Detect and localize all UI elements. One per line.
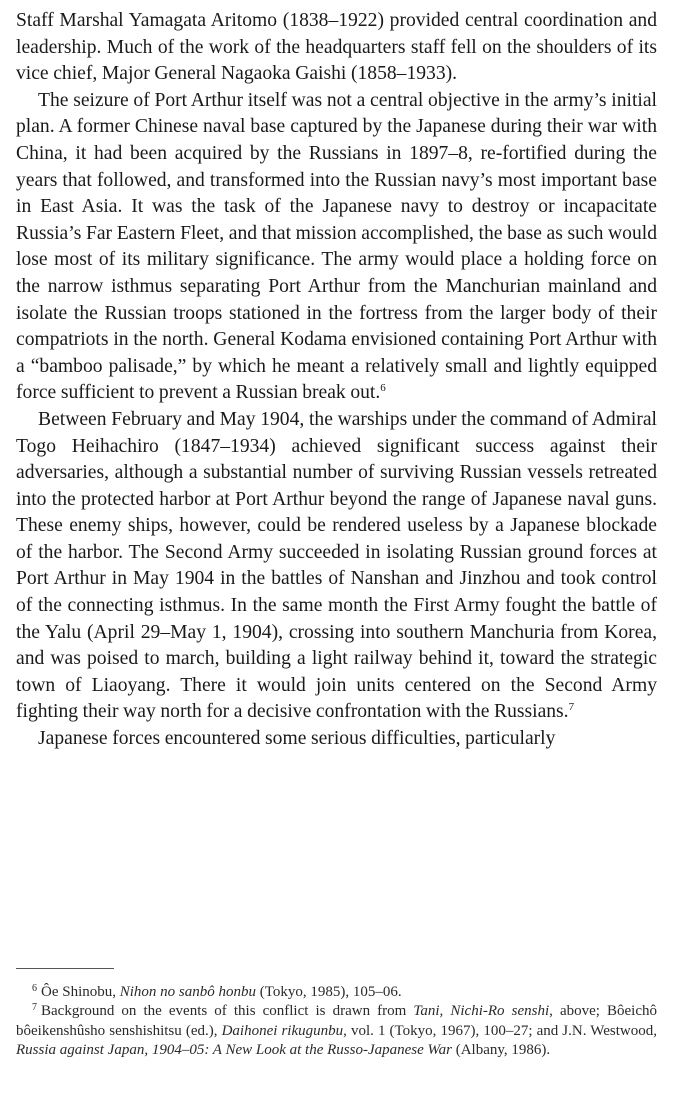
paragraph-4-text: Japanese forces encountered some serious difficulties, particularly: [38, 728, 556, 750]
footnotes: [16, 983, 657, 1061]
footnote-7-mark: 7: [32, 1002, 37, 1014]
footnote-7-title-2: Daihonei rikugunbu: [221, 1022, 344, 1039]
footnote-6-mark: 6: [32, 983, 37, 994]
footnote-ref-7: 7: [568, 701, 575, 714]
paragraph-1: [16, 8, 657, 88]
paragraph-1-text: Staff Marshal Yamagata Aritomo (1838–1922) provided central coordination and leadership. Much of the work of the headquarters staff fell on the shoulders of its vice chief, Major General Nagaoka Gaishi (1858–1933).: [16, 10, 657, 85]
footnote-6-title: Nihon no sanbô honbu: [119, 984, 257, 1000]
footnote-7-mid-1: , above; Bôeichô bôeikenshûsho senshishitsu (ed.),: [16, 1003, 657, 1039]
footnote-6-pre: Ôe Shinobu,: [41, 984, 120, 1000]
footnote-rule: [16, 968, 114, 969]
footnote-7-title-1: Tani, Nichi-Ro senshi: [413, 1003, 550, 1020]
footnote-7: [16, 1002, 657, 1060]
footnote-6: [16, 983, 657, 1002]
paragraph-3: [16, 407, 657, 726]
paragraph-3-text: Between February and May 1904, the warships under the command of Admiral Togo Heihachiro (1847–1934) achieved significant success against their adversaries, although a substantial number of surviving Russian vessels retreated into the protected harbor at Port Arthur beyond the range of Japanese naval guns. These enemy ships, however, could be rendered useless by a Japanese blockade of the harbor. The Second Army succeeded in isolating Russian ground forces at Port Arthur in May 1904 in the battles of Nanshan and Jinzhou and took control of the connecting isthmus. In the same month the First Army fought the battle of the Yalu (April 29–May 1, 1904), crossing into southern Manchuria from Korea, and was poised to march, building a light railway behind it, toward the strategic town of Liaoyang. There it would join units centered on the Second Army fighting their way north for a decisive confrontation with the Russians.: [16, 408, 657, 723]
footnote-7-title-3: Russia against Japan, 1904–05: A New Look at the Russo-Japanese War: [16, 1042, 452, 1059]
paragraph-2: [16, 88, 657, 407]
footnote-6-post: (Tokyo, 1985), 105–06.: [256, 984, 402, 1000]
footnote-7-pre: Background on the events of this conflict is drawn from: [41, 1003, 414, 1020]
body-text: [16, 8, 657, 753]
footnote-7-mid-2: , vol. 1 (Tokyo, 1967), 100–27; and J.N. Westwood,: [343, 1022, 657, 1039]
footnote-7-post: (Albany, 1986).: [451, 1042, 551, 1059]
footnote-ref-6: 6: [380, 382, 386, 395]
paragraph-4: [16, 726, 657, 753]
paragraph-2-text: The seizure of Port Arthur itself was not a central objective in the army’s initial plan. A former Chinese naval base captured by the Japanese during their war with China, it had been acquired by the Russians in 1897–8, re-fortified during the years that followed, and transformed into the Russian navy’s most important base in East Asia. It was the task of the Japanese navy to destroy or incapacitate Russia’s Far Eastern Fleet, and that mission accomplished, the base as such would lose most of its military significance. The army would place a holding force on the narrow isthmus separating Port Arthur from the Manchurian mainland and isolate the Russian troops stationed in the fortress from the larger body of their compatriots in the north. General Kodama envisioned containing Port Arthur with a “bamboo palisade,” by which he meant a relatively small and lightly equipped force sufficient to prevent a Russian break out.: [16, 89, 657, 404]
